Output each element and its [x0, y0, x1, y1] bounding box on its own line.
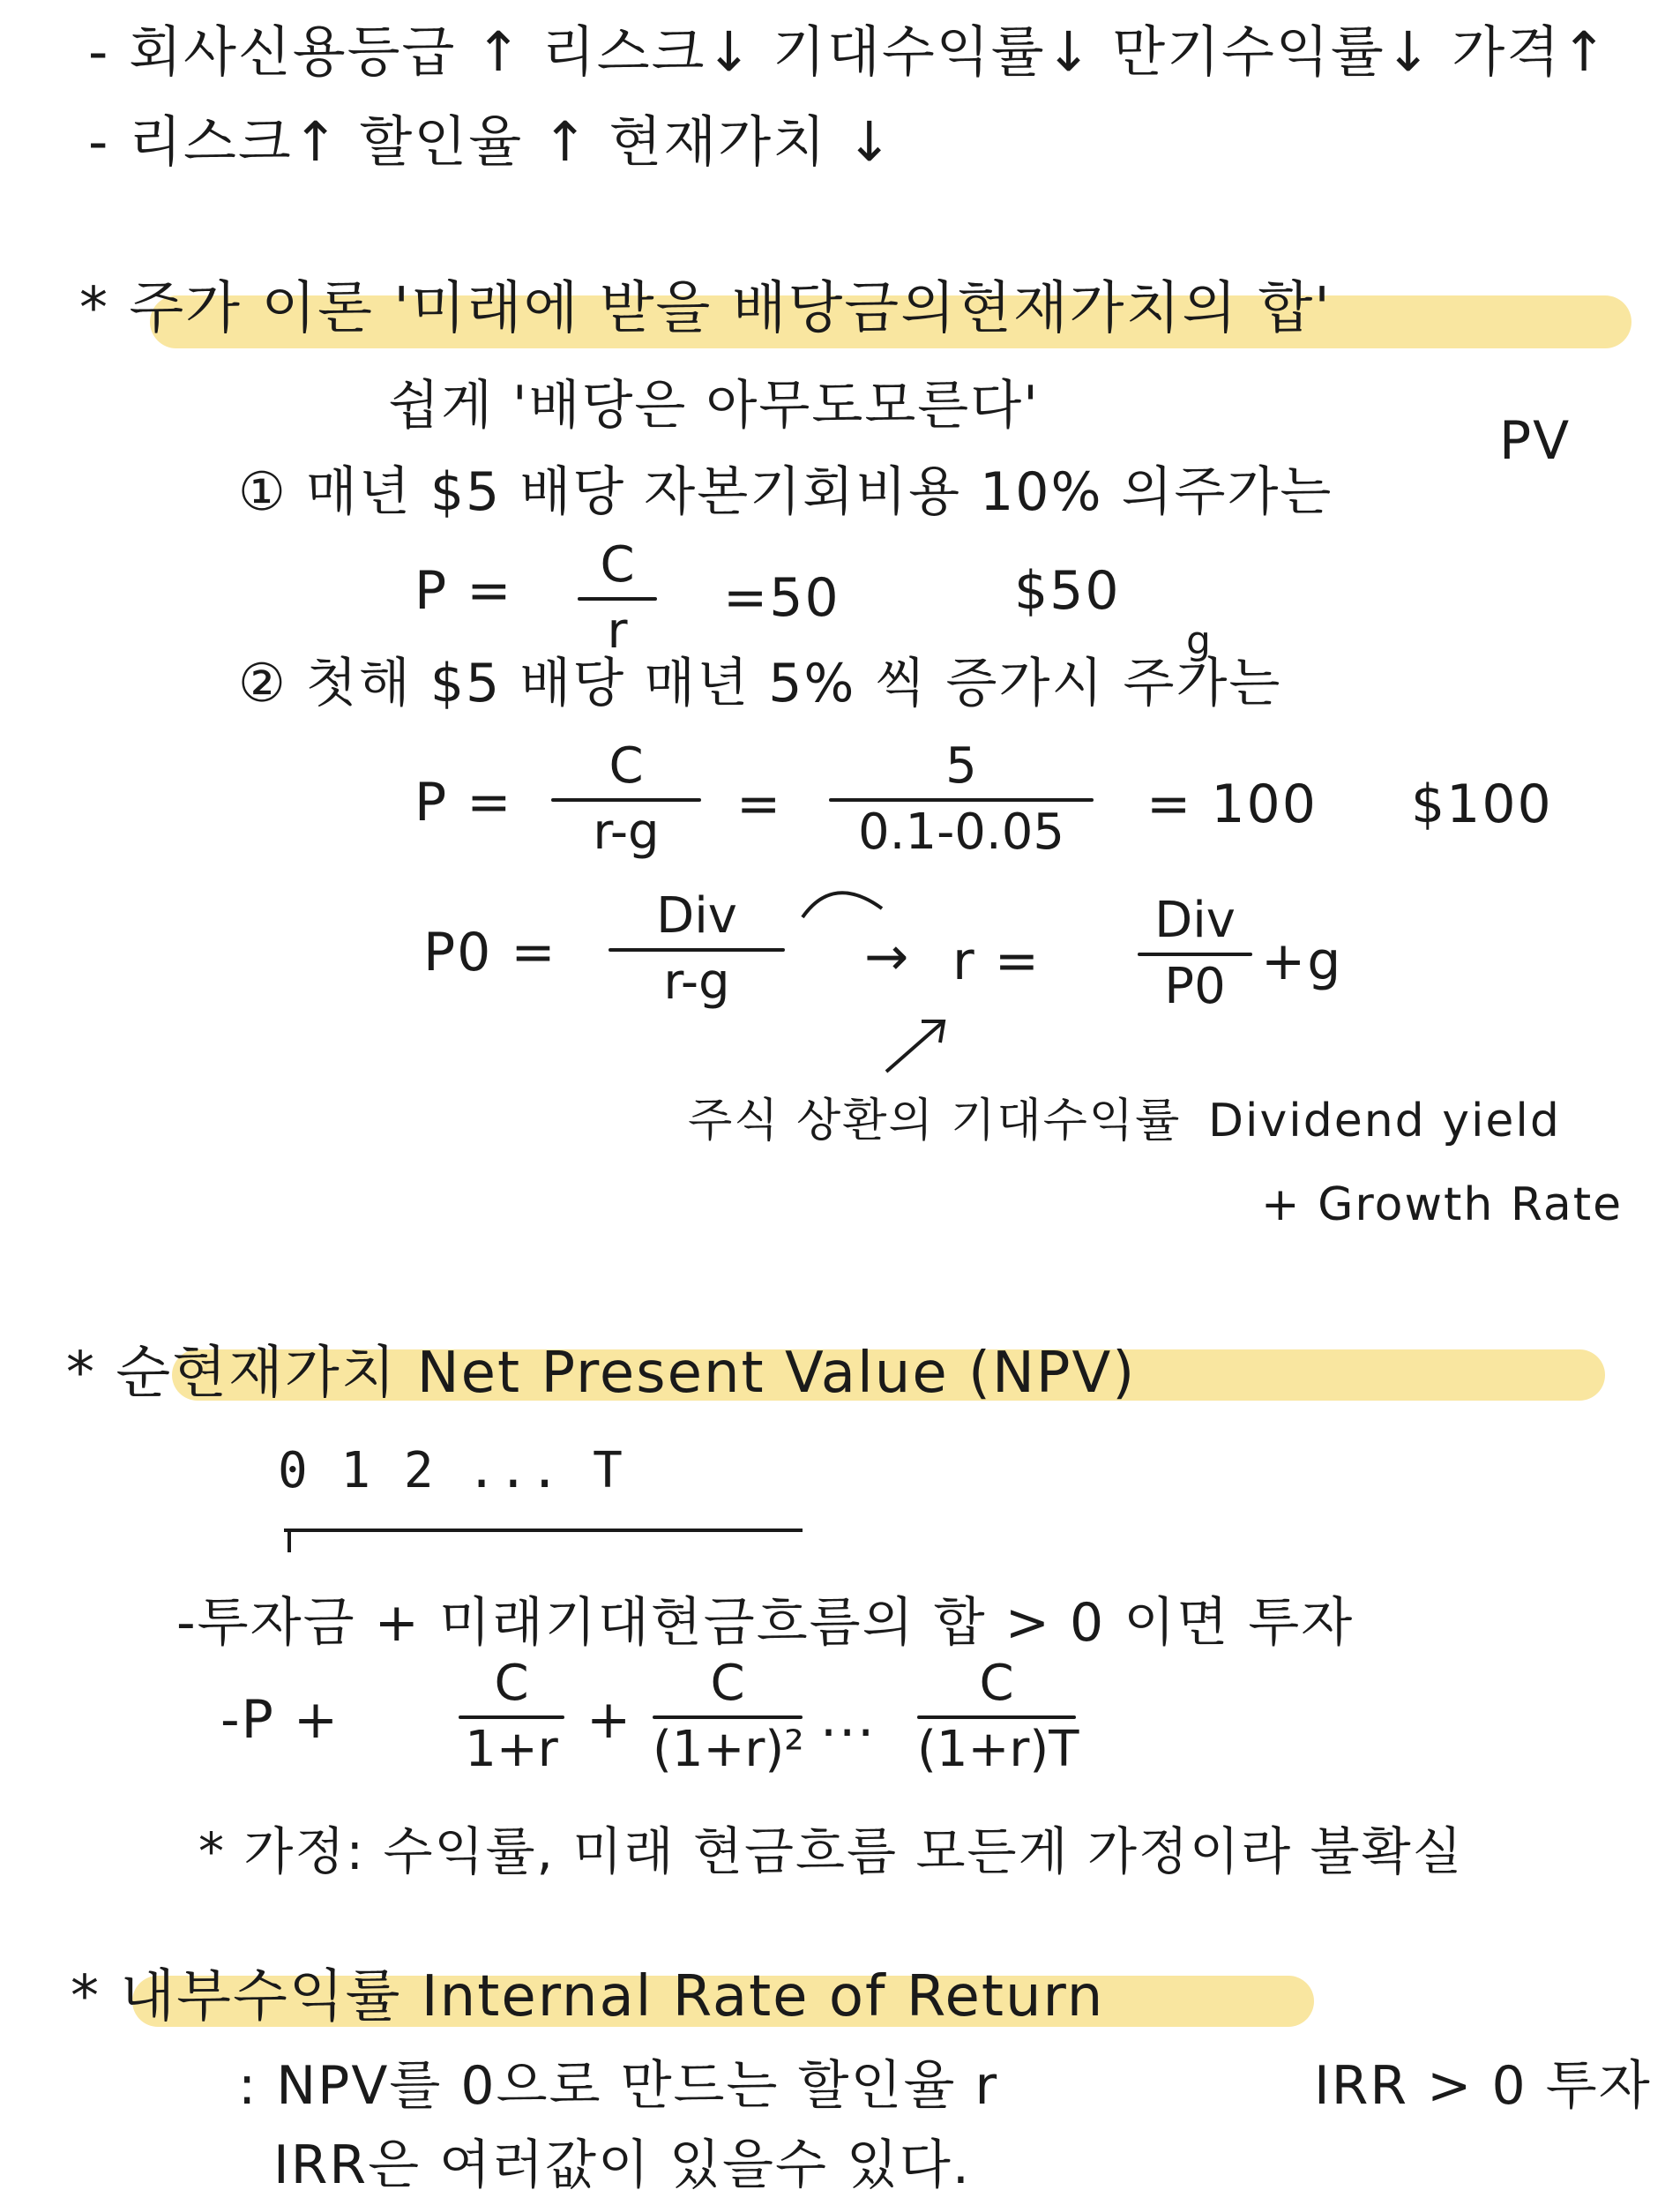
intro-line-1: - 회사신용등급 ↑ 리스크↓ 기대수익률↓ 만기수익률↓ 가격↑	[88, 19, 1609, 84]
gordon-label-kr: 주식 상환의 기대수익률	[688, 1095, 1182, 1147]
case1-answer: $50	[1014, 560, 1121, 622]
gordon-rhs-denominator: P0	[1164, 957, 1226, 1015]
case2-numerator-1: C	[609, 737, 644, 795]
gordon-rhs-numerator: Div	[1154, 892, 1236, 949]
case2-denominator-1: r-g	[593, 803, 660, 861]
npv-term-2-numerator: C	[710, 1655, 745, 1712]
npv-rule: -투자금 + 미래기대현금흐름의 합 > 0 이면 투자	[176, 1592, 1355, 1654]
case2-formula-lhs: P =	[414, 772, 513, 833]
case2-text: ② 첫해 $5 배당 매년 5% 씩 증가시 주가는	[238, 653, 1282, 714]
gordon-label-en-1: Dividend yield	[1208, 1095, 1561, 1147]
case1-formula-lhs: P =	[414, 560, 513, 622]
fraction-bar	[653, 1715, 803, 1719]
case2-result: = 100	[1146, 774, 1318, 835]
gordon-fraction	[609, 887, 785, 1011]
intro-line-2: - 리스크↑ 할인율 ↑ 현재가치 ↓	[88, 109, 894, 174]
case1-denominator: r	[607, 602, 628, 660]
fraction-bar	[609, 948, 785, 952]
npv-plus: +	[586, 1689, 633, 1751]
gordon-lhs: P0 =	[423, 922, 557, 983]
npv-term-2	[653, 1655, 804, 1778]
case1-text: ① 매년 $5 배당 자본기회비용 10% 의주가는	[238, 461, 1333, 523]
gordon-rhs-tail: +g	[1261, 931, 1343, 992]
npv-term-3	[917, 1655, 1079, 1778]
npv-term-1-numerator: C	[494, 1655, 529, 1712]
gordon-rhs-lhs: r =	[952, 931, 1042, 992]
fraction-bar	[829, 798, 1094, 802]
case1-fraction	[578, 536, 657, 660]
irr-line-2: IRR은 여러값이 있을수 있다.	[273, 2134, 971, 2196]
irr-line-1: : NPV를 0으로 만드는 할인율 r	[238, 2055, 999, 2117]
case2-fraction-2	[829, 737, 1094, 861]
case2-answer: $100	[1411, 774, 1553, 835]
npv-term-2-denominator: (1+r)²	[653, 1720, 804, 1778]
stock-subtitle: 쉽게 '배당은 아무도모른다'	[388, 375, 1040, 437]
npv-note: * 가정: 수익률, 미래 현금흐름 모든게 가정이라 불확실	[198, 1821, 1464, 1881]
case2-fraction-1	[551, 737, 701, 861]
case2-eq: =	[736, 774, 783, 835]
up-arrow-icon	[882, 1014, 952, 1076]
fraction-bar	[917, 1715, 1076, 1719]
npv-term-1-denominator: 1+r	[465, 1720, 558, 1778]
g-mark: g	[1186, 618, 1213, 663]
curved-arrow-icon	[798, 873, 886, 926]
fraction-bar	[551, 798, 701, 802]
gordon-denominator: r-g	[663, 953, 730, 1011]
timeline-axis	[282, 1521, 811, 1557]
case2-numerator-2: 5	[945, 737, 977, 795]
case2-denominator-2: 0.1-0.05	[858, 803, 1064, 861]
stock-heading: * 주가 이론 '미래에 받을 배당금의현재가치의 합'	[79, 276, 1332, 341]
case1-result: =50	[723, 567, 840, 629]
case1-numerator: C	[600, 536, 635, 594]
npv-timeline: 0 1 2 ... T	[278, 1442, 624, 1499]
irr-heading: * 내부수익률 Internal Rate of Return	[71, 1964, 1105, 2029]
fraction-bar	[459, 1715, 564, 1719]
pv-note: PV	[1499, 410, 1572, 472]
npv-term-3-numerator: C	[979, 1655, 1014, 1712]
gordon-numerator: Div	[656, 887, 737, 945]
npv-term-3-denominator: (1+r)T	[917, 1720, 1079, 1778]
npv-heading: * 순현재가치 Net Present Value (NPV)	[66, 1341, 1137, 1406]
fraction-bar	[1138, 953, 1252, 956]
gordon-arrow: →	[864, 926, 911, 988]
npv-formula-lhs: -P +	[220, 1689, 340, 1751]
fraction-bar	[578, 597, 657, 601]
irr-line-1-right: IRR > 0 투자	[1314, 2055, 1652, 2117]
npv-term-1	[459, 1655, 564, 1778]
gordon-rhs-fraction	[1138, 892, 1252, 1015]
npv-dots: ···	[820, 1702, 877, 1764]
gordon-label-en-2: + Growth Rate	[1261, 1178, 1624, 1231]
